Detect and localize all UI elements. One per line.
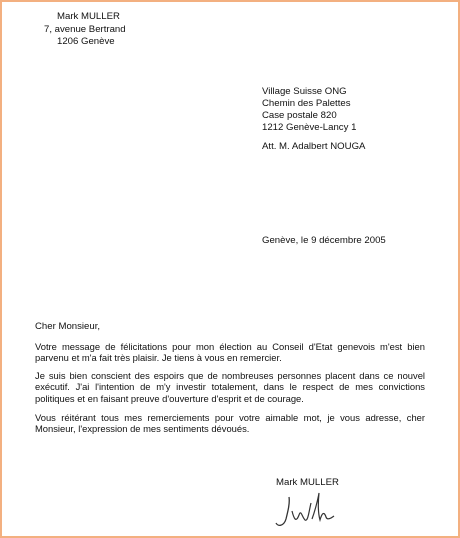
recipient-street: Chemin des Palettes bbox=[262, 98, 351, 109]
sender-name: Mark MULLER bbox=[57, 11, 120, 22]
sender-city: 1206 Genève bbox=[57, 36, 115, 47]
salutation: Cher Monsieur, bbox=[35, 321, 101, 332]
handwritten-signature bbox=[268, 489, 338, 529]
sender-street: 7, avenue Bertrand bbox=[44, 24, 126, 35]
recipient-org: Village Suisse ONG bbox=[262, 86, 347, 97]
letter-date: Genève, le 9 décembre 2005 bbox=[262, 235, 386, 246]
recipient-city: 1212 Genève-Lancy 1 bbox=[262, 122, 357, 133]
paragraph-commitment: Je suis bien conscient des espoirs que de nombreuses personnes placent dans ce nouvel exécutif. J'ai l'intention de m'y investir totalement, dans le respect de mes convictions politiques et en faisant preuve d'ouverture d'esprit et de courage. bbox=[35, 370, 425, 404]
paragraph-closing: Vous réitérant tous mes remerciements pour votre aimable mot, je vous adresse, cher Monsieur, l'expression de mes sentiments dévoués. bbox=[35, 412, 425, 435]
closing-name: Mark MULLER bbox=[276, 477, 339, 488]
recipient-attention: Att. M. Adalbert NOUGA bbox=[262, 141, 366, 152]
recipient-box: Case postale 820 bbox=[262, 110, 337, 121]
paragraph-thanks: Votre message de félicitations pour mon élection au Conseil d'Etat genevois m'est bien parvenu et m'a fait très plaisir. Je tiens à vous en remercier. bbox=[35, 341, 425, 364]
